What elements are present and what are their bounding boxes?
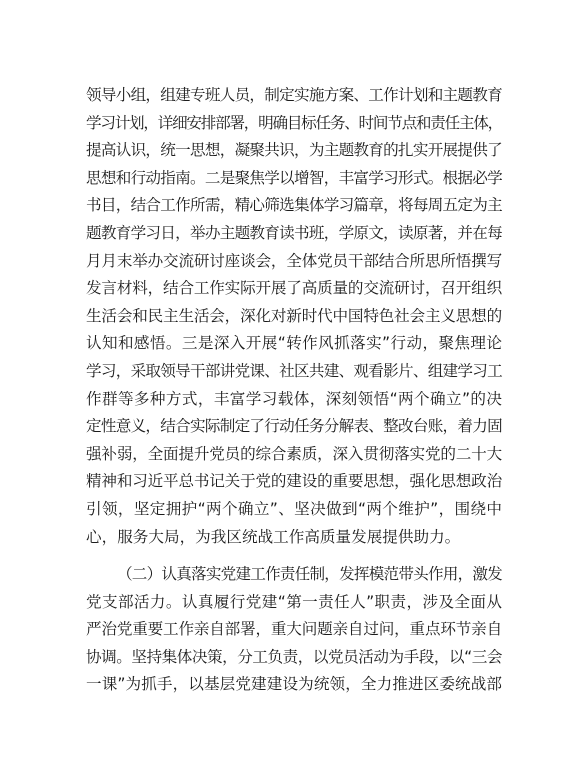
text-line: 领导小组，组建专班人员，制定实施方案、工作计划和主题教育 — [86, 86, 502, 104]
body-text — [86, 82, 502, 699]
text-line: 学习计划，详细安排部署，明确目标任务、时间节点和责任主体， — [86, 113, 502, 132]
text-line: 一课”为抓手，以基层党建建设为统领，全力推进区委统战部 — [86, 675, 502, 694]
text-line: 题教育学习日，举办主题教育读书班，学原文，读原著，并在每 — [86, 223, 502, 242]
text-line: 精神和习近平总书记关于党的建设的重要思想，强化思想政治 — [86, 472, 502, 491]
paragraph-gap — [86, 551, 502, 561]
text-line: 发言材料，结合工作实际开展了高质量的交流研讨，召开组织 — [86, 279, 502, 298]
text-line: 引领，坚定拥护“两个确立”、坚决做到“两个维护”，围绕中 — [86, 499, 502, 518]
text-line: 学习，采取领导干部讲党课、社区共建、观看影片、组建学习工 — [86, 361, 502, 380]
text-line: 书目，结合工作所需，精心筛选集体学习篇章，将每周五定为主 — [86, 196, 502, 215]
text-line: 严治党重要工作亲自部署，重大问题亲自过问，重点环节亲自 — [86, 620, 502, 639]
text-line: 作群等多种方式，丰富学习载体，深刻领悟“两个确立”的决 — [86, 389, 502, 408]
text-line: 思想和行动指南。二是聚焦学以增智，丰富学习形式。根据必学 — [86, 168, 502, 187]
text-line: 定性意义，结合实际制定了行动任务分解表、整改台账，着力固 — [86, 417, 502, 436]
section-heading-line: （二）认真落实党建工作责任制，发挥模范带头作用，激发 — [117, 565, 502, 584]
text-line: 协调。坚持集体决策，分工负责，以党员活动为手段，以“三会 — [86, 647, 502, 666]
text-line: 生活会和民主生活会，深化对新时代中国特色社会主义思想的 — [86, 306, 502, 325]
text-line: 提高认识，统一思想，凝聚共识，为主题教育的扎实开展提供了 — [86, 141, 502, 160]
text-line: 强补弱，全面提升党员的综合素质，深入贯彻落实党的二十大 — [86, 444, 502, 463]
text-line: 认知和感悟。三是深入开展“转作风抓落实”行动，聚焦理论 — [86, 334, 502, 353]
text-line: 月月末举办交流研讨座谈会，全体党员干部结合所思所悟撰写 — [86, 251, 502, 270]
text-line: 心，服务大局，为我区统战工作高质量发展提供助力。 — [86, 527, 461, 546]
text-line: 党支部活力。认真履行党建“第一责任人”职责，涉及全面从 — [86, 592, 502, 611]
